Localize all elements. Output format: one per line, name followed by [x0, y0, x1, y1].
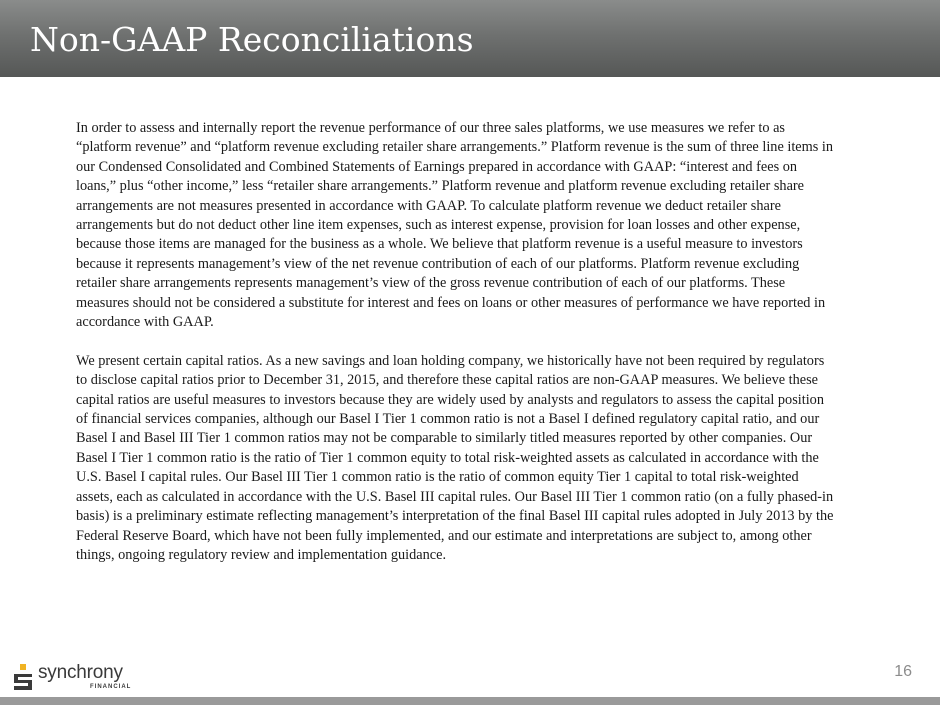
- header-bar: [0, 0, 940, 77]
- slide-title: Non-GAAP Reconciliations: [30, 20, 474, 59]
- page-number: 16: [894, 663, 912, 680]
- logo-subtitle: FINANCIAL: [90, 684, 132, 690]
- logo-wordmark: synchrony: [38, 662, 123, 683]
- footer-bar: [0, 697, 940, 705]
- paragraph-capital-ratios: We present certain capital ratios. As a new savings and loan holding company, we historically have not been required by regulators to disclose capital ratios prior to December 31, 2015, and therefore these capital ratios are non-GAAP measures. We believe these capital ratios are useful measures to investors because they are widely used by analysts and regulators to assess the capital position of financial services companies, although our Basel I Tier 1 common ratio is not a Basel I defined regulatory capital ratio, and our Basel I and Basel III Tier 1 common ratios may not be comparable to similarly titled measures reported by other companies. Our Basel I Tier 1 common ratio is the ratio of Tier 1 common equity to total risk-weighted assets as calculated in accordance with the U.S. Basel I capital rules. Our Basel III Tier 1 common ratio is the ratio of common equity Tier 1 capital to total risk-weighted assets, each as calculated in accordance with the U.S. Basel III capital rules. Our Basel III Tier 1 common ratio (on a fully phased-in basis) is a preliminary estimate reflecting management’s interpretation of the final Basel III capital rules adopted in July 2013 by the Federal Reserve Board, which have not been fully implemented, and our estimate and interpretations are subject to, among other things, ongoing regulatory review and implementation guidance.: [76, 352, 834, 563]
- synchrony-logo-mark-icon: [12, 664, 34, 690]
- paragraph-platform-revenue: In order to assess and internally report the revenue performance of our three sales platforms, we use measures we refer to as “platform revenue” and “platform revenue excluding retailer share arrangements.” Platform revenue is the sum of three line items in our Condensed Consolidated and Combined Statements of Earnings prepared in accordance with GAAP: “interest and fees on loans,” plus “other income,” less “retailer share arrangements.” Platform revenue and platform revenue excluding retailer share arrangements are not measures presented in accordance with GAAP. To calculate platform revenue we deduct retailer share arrangements but do not deduct other line item expenses, such as interest expense, provision for loan losses and other expense, because those items are managed for the business as a whole. We believe that platform revenue is a useful measure to investors because it represents management’s view of the net revenue contribution of each of our platforms. Platform revenue excluding retailer share arrangements represents management’s view of the gross revenue contribution of each of our platforms. These measures should not be considered a substitute for interest and fees on loans or other measures of performance we have reported in accordance with GAAP.: [76, 120, 834, 331]
- synchrony-logo: [12, 662, 142, 692]
- body-text: [76, 119, 838, 585]
